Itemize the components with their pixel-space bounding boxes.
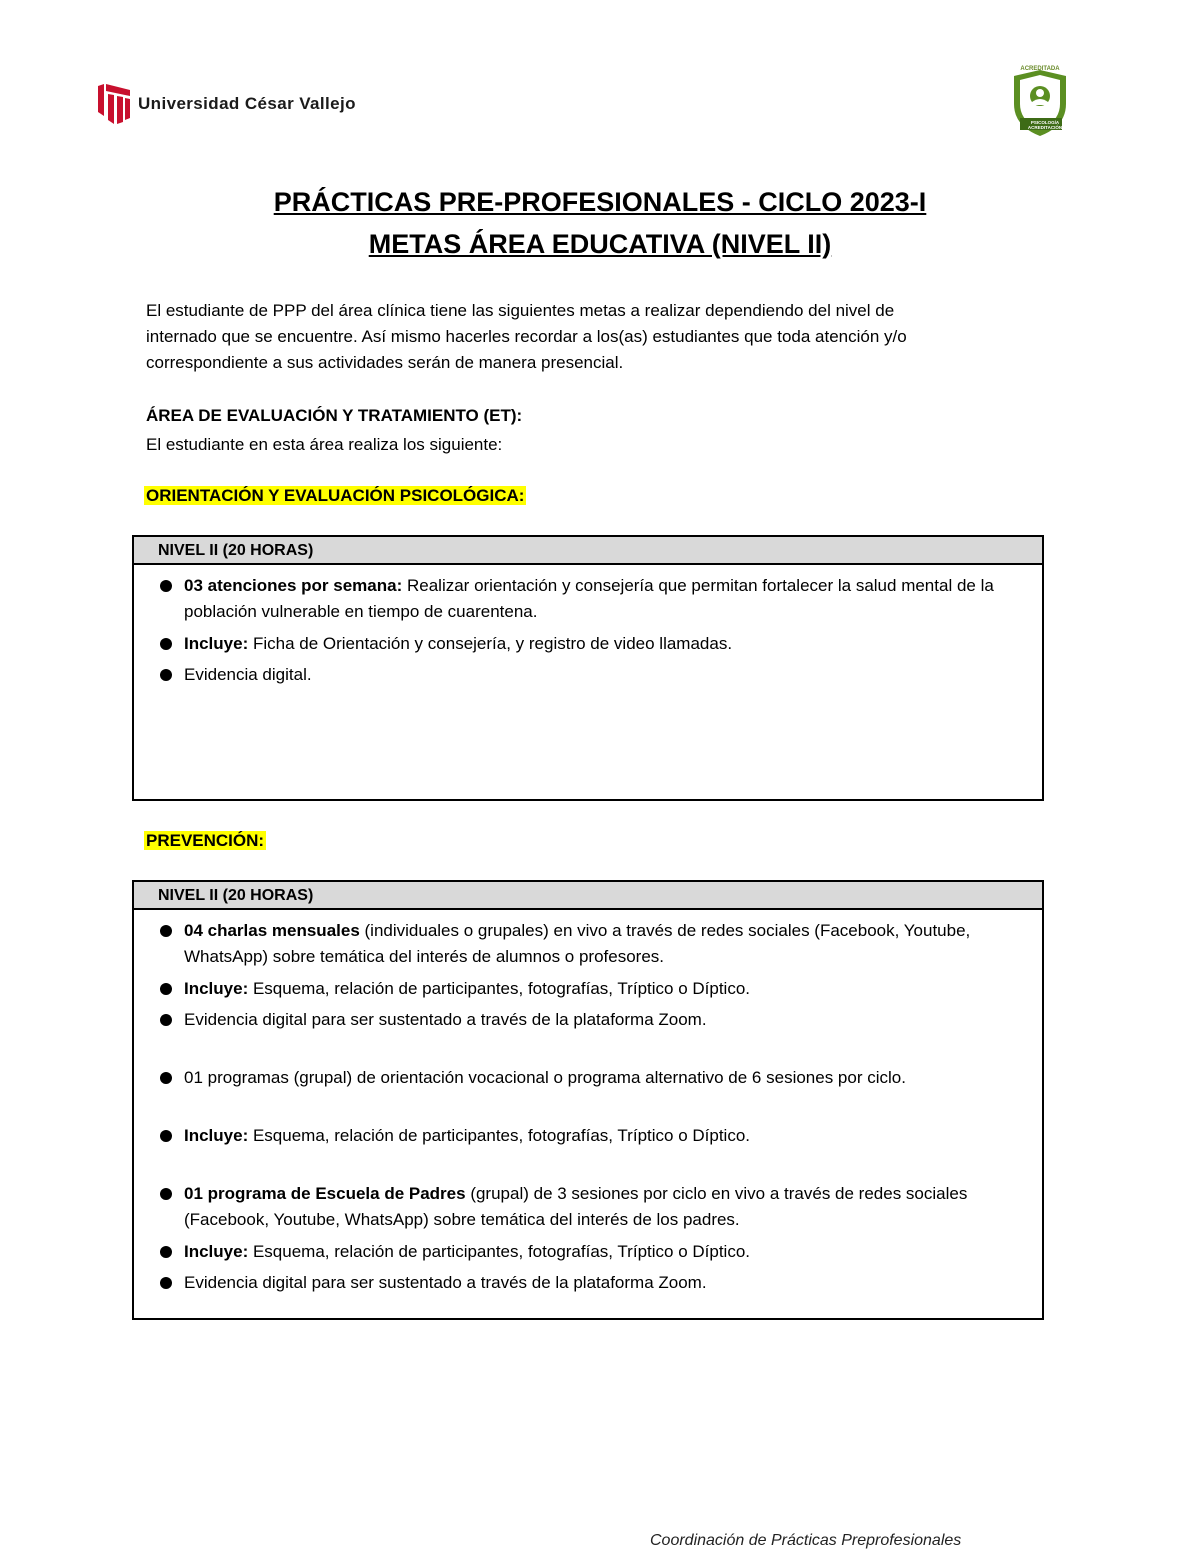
accreditation-badge <box>1010 64 1082 140</box>
bullet-icon <box>160 925 172 937</box>
box-title: NIVEL II (20 HORAS) <box>134 882 1042 910</box>
intro-line: correspondiente a sus actividades serán de manera presencial. <box>146 353 624 372</box>
item-text: Realizar orientación y consejería que permitan fortalecer la salud mental de la población vulnerable en tiempo de cuarentena. <box>184 576 994 621</box>
bullet-icon <box>160 983 172 995</box>
intro-line: El estudiante de PPP del área clínica tiene las siguientes metas a realizar dependiendo del nivel de <box>146 301 895 320</box>
item-text: Evidencia digital para ser sustentado a través de la plataforma Zoom. <box>184 1010 707 1029</box>
list-item <box>160 918 1020 970</box>
item-bold: 01 programa de Escuela de Padres <box>184 1184 466 1203</box>
bullet-icon <box>160 1014 172 1026</box>
list-item <box>160 1239 1020 1265</box>
item-text: Evidencia digital para ser sustentado a través de la plataforma Zoom. <box>184 1273 707 1292</box>
list-item <box>160 1065 1020 1091</box>
bullet-icon <box>160 1246 172 1258</box>
item-bold: Incluye: <box>184 1126 249 1145</box>
list-item <box>160 976 1020 1002</box>
ucv-logo-icon <box>96 82 132 126</box>
item-text: Esquema, relación de participantes, fotografías, Tríptico o Díptico. <box>248 979 751 998</box>
intro-line: internado que se encuentre. Así mismo hacerles recordar a los(as) estudiantes que toda atención y/o <box>146 327 907 346</box>
item-text: Esquema, relación de participantes, fotografías, Tríptico o Díptico. <box>248 1126 751 1145</box>
area-heading: ÁREA DE EVALUACIÓN Y TRATAMIENTO (ET): <box>146 406 523 425</box>
bullet-icon <box>160 669 172 681</box>
bullet-icon <box>160 1277 172 1289</box>
item-bold: Incluye: <box>184 634 249 653</box>
item-bold: Incluye: <box>184 1242 249 1261</box>
list-item <box>160 1007 1020 1033</box>
item-bold: Incluye: <box>184 979 249 998</box>
list-item <box>160 573 1020 625</box>
badge-bottom-text: PSICOLOGÍA ACREDITACIÓN <box>1027 120 1063 130</box>
goals-box-orientacion <box>132 535 1044 801</box>
section-heading-prevencion <box>146 831 266 851</box>
highlighted-heading: ORIENTACIÓN Y EVALUACIÓN PSICOLÓGICA: <box>146 486 525 505</box>
university-logo <box>96 82 356 127</box>
list-item <box>160 662 1020 688</box>
document-subtitle: METAS ÁREA EDUCATIVA (NIVEL II) <box>368 229 832 259</box>
item-text: 01 programas (grupal) de orientación vocacional o programa alternativo de 6 sesiones por ciclo. <box>184 1068 906 1087</box>
item-text: Esquema, relación de participantes, fotografías, Tríptico o Díptico. <box>248 1242 751 1261</box>
bullet-icon <box>160 580 172 592</box>
item-text: (individuales o grupales) en vivo a través de redes sociales (Facebook, Youtube, WhatsApp) sobre temática del interés de alumnos o profesores. <box>184 921 971 966</box>
university-name: Universidad César Vallejo <box>138 94 356 113</box>
page-footer: Coordinación de Prácticas Preprofesionales <box>650 1532 962 1549</box>
item-text: (grupal) de 3 sesiones por ciclo en vivo a través de redes sociales (Facebook, Youtube, WhatsApp) sobre temática del interés de los padres. <box>184 1184 968 1229</box>
section-heading-orientacion <box>146 486 526 506</box>
bullet-icon <box>160 1072 172 1084</box>
bullet-icon <box>160 638 172 650</box>
intro-paragraph <box>146 298 1046 376</box>
item-text: Evidencia digital. <box>184 665 312 684</box>
list-item <box>160 1270 1020 1296</box>
document-title: PRÁCTICAS PRE-PROFESIONALES - CICLO 2023-I <box>273 187 927 217</box>
list-item <box>160 1181 1020 1233</box>
bullet-icon <box>160 1130 172 1142</box>
item-bold: 03 atenciones por semana: <box>184 576 403 595</box>
badge-top-text: ACREDITADA <box>1020 66 1060 72</box>
item-text: Ficha de Orientación y consejería, y registro de video llamadas. <box>248 634 733 653</box>
item-bold: 04 charlas mensuales <box>184 921 360 940</box>
list-item <box>160 631 1020 657</box>
box-title: NIVEL II (20 HORAS) <box>134 537 1042 565</box>
highlighted-heading: PREVENCIÓN: <box>146 831 265 850</box>
list-item <box>160 1123 1020 1149</box>
bullet-icon <box>160 1188 172 1200</box>
area-subtext: El estudiante en esta área realiza los siguiente: <box>146 435 503 454</box>
goals-box-prevencion <box>132 880 1044 1320</box>
